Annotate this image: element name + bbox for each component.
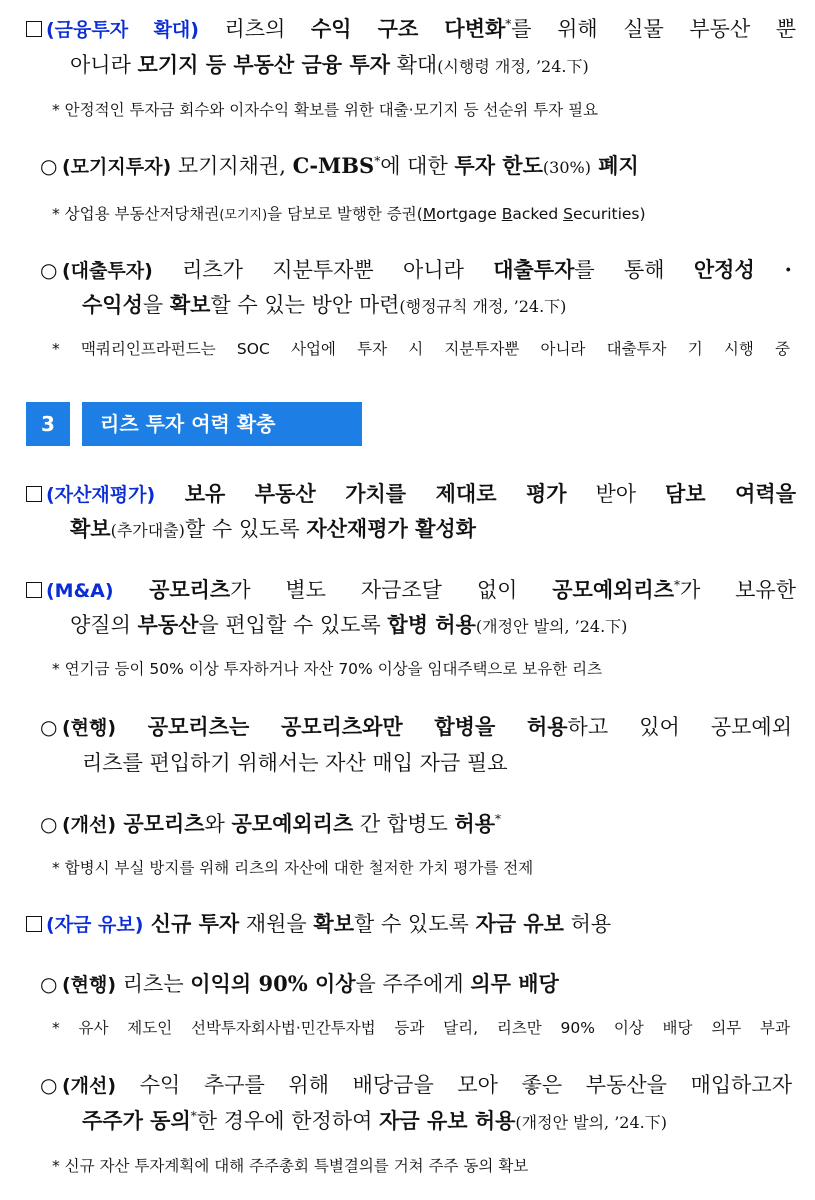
footnote: * 유사 제도인 선박투자회사법·민간투자법 등과 달리, 리츠만 90% 이상 배당 의무 부과 bbox=[52, 1019, 790, 1037]
bullet-tag: (금융투자 확대) bbox=[46, 19, 199, 41]
footnote: * 합병시 부실 방지를 위해 리츠의 자산에 대한 철저한 가치 평가를 전제 bbox=[52, 859, 534, 877]
circle-bullet-icon: ○ bbox=[40, 715, 58, 739]
circle-bullet-icon: ○ bbox=[40, 258, 58, 282]
bullet-mortgage-investment: ○ (모기지투자) 모기지채권, C-MBS*에 대한 투자 한도(30%) 폐지 bbox=[40, 151, 639, 183]
square-bullet-icon bbox=[26, 582, 42, 598]
square-bullet-icon bbox=[26, 916, 42, 932]
bullet-merger: (M&A) 공모리츠가 별도 자금조달 없이 공모예외리츠*가 보유한 bbox=[26, 575, 796, 606]
circle-bullet-icon: ○ bbox=[40, 1073, 58, 1097]
bullet-asset-revaluation-cont: 확보(추가대출)할 수 있도록 자산재평가 활성화 bbox=[70, 516, 476, 541]
circle-bullet-icon: ○ bbox=[40, 972, 58, 996]
bullet-merger-cont: 양질의 부동산을 편입할 수 있도록 합병 허용(개정안 발의, ’24.下) bbox=[70, 612, 628, 637]
bullet-improved-retention-cont: 주주가 동의*한 경우에 한정하여 자금 유보 허용(개정안 발의, ’24.下) bbox=[82, 1108, 667, 1133]
bullet-asset-revaluation: (자산재평가) 보유 부동산 가치를 제대로 평가 받아 담보 여력을 bbox=[26, 479, 796, 510]
circle-bullet-icon: ○ bbox=[40, 154, 58, 178]
footnote: * 안정적인 투자금 회수와 이자수익 확보를 위한 대출·모기지 등 선순위 투자 필요 bbox=[52, 101, 599, 119]
square-bullet-icon bbox=[26, 21, 42, 37]
bullet-current-merger-cont: 리츠를 편입하기 위해서는 자산 매입 자금 필요 bbox=[82, 751, 508, 775]
circle-bullet-icon: ○ bbox=[40, 812, 58, 836]
bullet-finance-investment: (금융투자 확대) 리츠의 수익 구조 다변화*를 위해 실물 부동산 뿐 bbox=[26, 14, 796, 45]
footnote: * 신규 자산 투자계획에 대해 주주총회 특별결의를 거쳐 주주 동의 확보 bbox=[52, 1157, 529, 1175]
bullet-finance-investment-cont: 아니라 모기지 등 부동산 금융 투자 확대(시행령 개정, ’24.下) bbox=[70, 52, 589, 77]
square-bullet-icon bbox=[26, 486, 42, 502]
bullet-fund-retention: (자금 유보) 신규 투자 재원을 확보할 수 있도록 자금 유보 허용 bbox=[26, 909, 611, 940]
bullet-loan-investment: ○ (대출투자) 리츠가 지분투자뿐 아니라 대출투자를 통해 안정성 · bbox=[40, 255, 792, 286]
bullet-current-merger: ○ (현행) 공모리츠는 공모리츠와만 합병을 허용하고 있어 공모예외 bbox=[40, 712, 792, 743]
bullet-current-dividend: ○ (현행) 리츠는 이익의 90% 이상을 주주에게 의무 배당 bbox=[40, 969, 559, 1000]
bullet-loan-investment-cont: 수익성을 확보할 수 있는 방안 마련(행정규칙 개정, ’24.下) bbox=[82, 292, 567, 317]
footnote: * 상업용 부동산저당채권(모기지)을 담보로 발행한 증권(Mortgage Backed Securities) bbox=[52, 205, 646, 223]
bullet-improved-merger: ○ (개선) 공모리츠와 공모예외리츠 간 합병도 허용* bbox=[40, 809, 501, 840]
section-number: 3 bbox=[26, 402, 70, 446]
bullet-improved-retention: ○ (개선) 수익 추구를 위해 배당금을 모아 좋은 부동산을 매입하고자 bbox=[40, 1070, 792, 1101]
footnote: * 연기금 등이 50% 이상 투자하거나 자산 70% 이상을 임대주택으로 보유한 리츠 bbox=[52, 660, 603, 678]
section-title: 리츠 투자 여력 확충 bbox=[82, 402, 362, 446]
footnote: * 맥쿼리인프라펀드는 SOC 사업에 투자 시 지분투자뿐 아니라 대출투자 기 시행 중 bbox=[52, 340, 790, 358]
